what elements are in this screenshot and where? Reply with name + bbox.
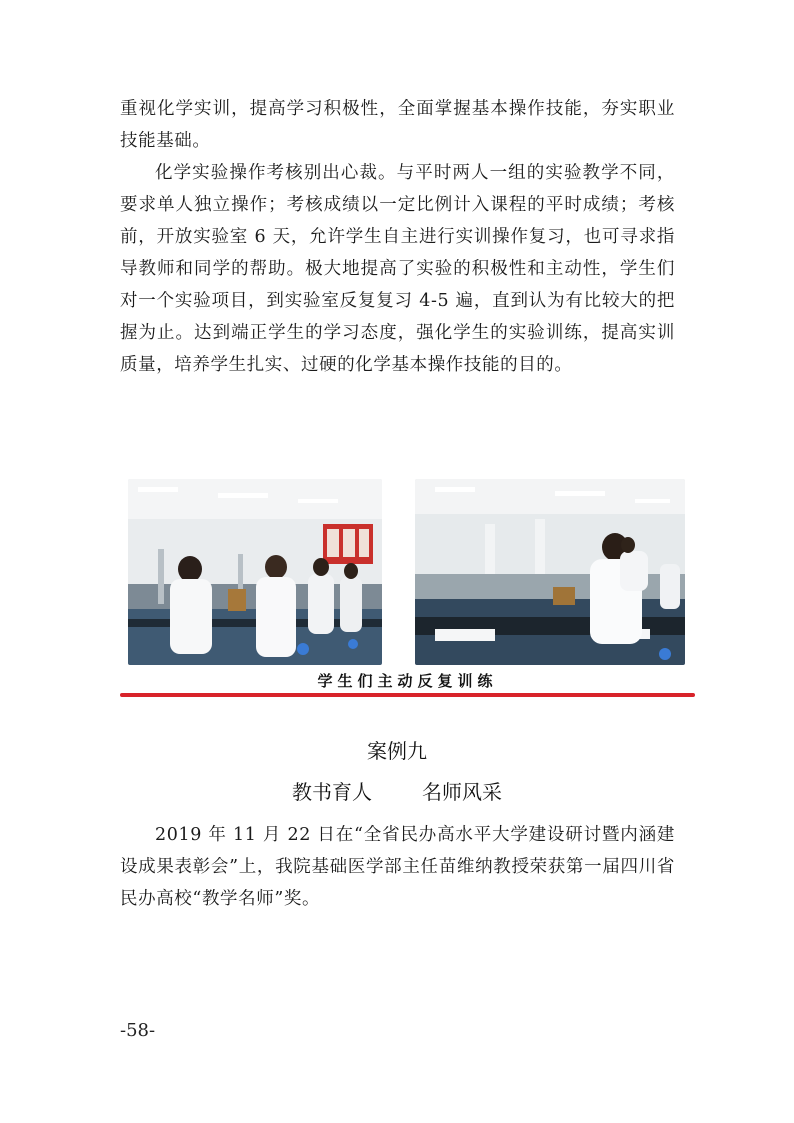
case-subtitle bbox=[0, 776, 794, 805]
top-text-block bbox=[120, 93, 675, 381]
lab-photo-left bbox=[128, 479, 382, 665]
paragraph-3: 2019 年 11 月 22 日在“全省民办高水平大学建设研讨暨内涵建设成果表彰会”上，我院基础医学部主任苗维纳教授荣获第一届四川省民办高校“教学名师”奖。 bbox=[120, 825, 675, 909]
photo-caption: 学生们主动反复训练 bbox=[317, 672, 498, 690]
red-divider-line bbox=[120, 693, 695, 697]
bottom-text-block bbox=[120, 819, 675, 915]
paragraph-1: 重视化学实训，提高学习积极性，全面掌握基本操作技能，夯实职业技能基础。 bbox=[120, 99, 675, 151]
case-subtitle-part-2: 名师风采 bbox=[422, 780, 502, 804]
case-subtitle-part-1: 教书育人 bbox=[292, 780, 372, 804]
page-number: -58- bbox=[120, 1020, 156, 1041]
case-title: 案例九 bbox=[367, 739, 427, 763]
paragraph-2: 化学实验操作考核别出心裁。与平时两人一组的实验教学不同，要求单人独立操作；考核成绩以一定比例计入课程的平时成绩；考核前，开放实验室 6 天，允许学生自主进行实训操作复习，也可寻求指导教师和同学的帮助。极大地提高了实验的积极性和主动性，学生们对一个实验项目，到实验室反复复习 4-5 遍，直到认为有比较大的把握为止。达到端正学生的学习态度，强化学生的实验训练，提高实训质量，培养学生扎实、过硬的化学基本操作技能的目的。 bbox=[120, 163, 675, 375]
lab-photo-right bbox=[415, 479, 685, 665]
